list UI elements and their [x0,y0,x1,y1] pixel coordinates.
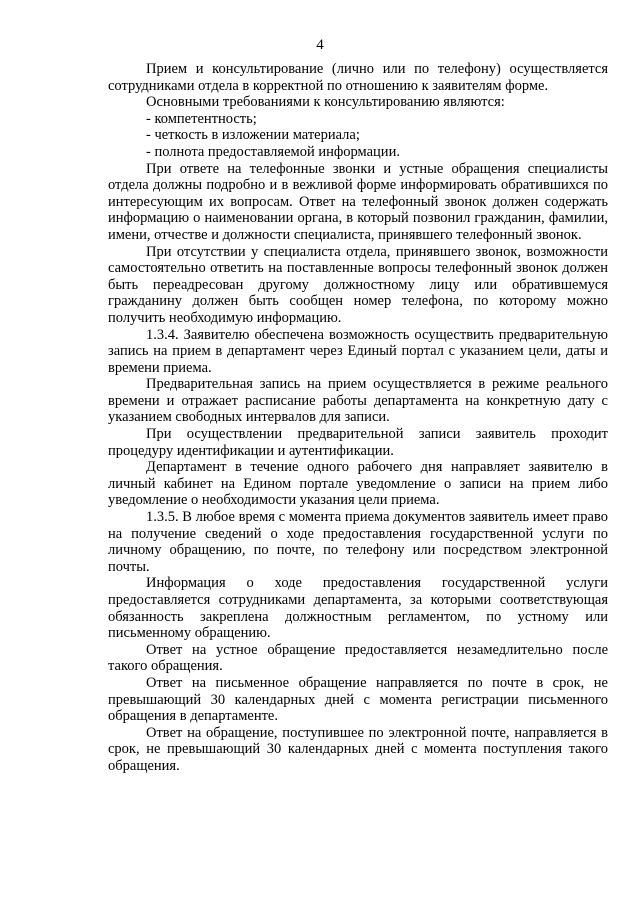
paragraph-written-response: Ответ на письменное обращение направляется по почте в срок, не превышающий 30 календарных дней с момента регистрации письменного обращения в департаменте. [108,674,608,725]
paragraph-preliminary-booking: Предварительная запись на прием осуществляется в режиме реального времени и отражает расписание работы департамента на конкретную дату с указанием свободных интервалов для записи. [108,376,608,426]
paragraph-identification: При осуществлении предварительной записи заявитель проходит процедуру идентификации и аутентификации. [108,426,608,459]
paragraph-status-information: Информация о ходе предоставления государственной услуги предоставляется сотрудниками департамента, за которыми соответствующая обязанность закреплена должностным регламентом, по устному или письменному обращению. [108,575,608,642]
paragraph-consulting-intro: Прием и консультирование (лично или по телефону) осуществляется сотрудниками отдела в корректной по отношению к заявителям форме. [108,61,608,94]
document-body [108,61,608,775]
list-item-clarity: - четкость в изложении материала; [146,127,360,144]
page-number: 4 [316,37,324,53]
paragraph-email-response: Ответ на обращение, поступившее по электронной почте, направляется в срок, не превышающий 30 календарных дней с момента поступления такого обращения. [108,724,608,774]
paragraph-1-3-5: 1.3.5. В любое время с момента приема документов заявитель имеет право на получение сведений о ходе предоставления государственной услуги по личному обращению, по почте, по телефону или посредством электронной почты. [108,509,608,575]
paragraph-notification: Департамент в течение одного рабочего дня направляет заявителю в личный кабинет на Едином портале уведомление о записи на прием либо уведомление о необходимости указания цели приема. [108,459,608,509]
paragraph-oral-response: Ответ на устное обращение предоставляется незамедлительно после такого обращения. [108,641,608,675]
paragraph-requirements-heading: Основными требованиями к консультированию являются: [146,94,505,111]
paragraph-call-redirect: При отсутствии у специалиста отдела, принявшего звонок, возможности самостоятельно ответить на поставленные вопросы телефонный звонок должен быть переадресован другому должностному лицу или обратившемуся гражданину должен быть сообщен номер телефона, по которому можно получить необходимую информацию. [108,243,608,326]
list-item-completeness: - полнота предоставляемой информации. [146,143,400,160]
paragraph-phone-answers: При ответе на телефонные звонки и устные обращения специалисты отдела должны подробно и в вежливой форме информировать обратившихся по интересующим их вопросам. Ответ на телефонный звонок должен содержать информацию о наименовании органа, в который позвонил гражданин, фамилии, имени, отчестве и должности специалиста, принявшего телефонный звонок. [108,160,608,243]
paragraph-1-3-4: 1.3.4. Заявителю обеспечена возможность осуществить предварительную запись на прием в департамент через Единый портал с указанием цели, даты и времени приема. [108,326,608,376]
list-item-competence: - компетентность; [146,110,257,127]
